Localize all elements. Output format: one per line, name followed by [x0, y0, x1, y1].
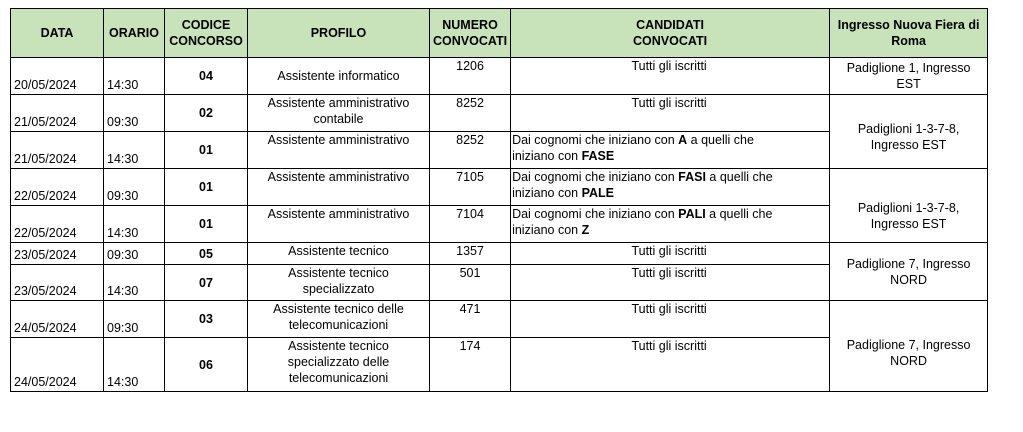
cell-orario: 09:30 — [104, 243, 165, 265]
cell-candidati: Dai cognomi che iniziano con PALI a quelli che iniziano con Z — [511, 206, 830, 243]
cell-candidati: Tutti gli iscritti — [511, 95, 830, 132]
cell-candidati: Tutti gli iscritti — [511, 243, 830, 265]
cell-profilo: Assistente informatico — [248, 58, 430, 95]
cell-data: 22/05/2024 — [11, 169, 104, 206]
cell-profilo: Assistente tecnico specializzato — [248, 265, 430, 301]
cell-profilo: Assistente amministrativo — [248, 169, 430, 206]
cell-data: 24/05/2024 — [11, 338, 104, 392]
cell-numero: 7104 — [430, 206, 511, 243]
cell-orario: 14:30 — [104, 338, 165, 392]
cell-codice: 04 — [165, 58, 248, 95]
cell-orario: 09:30 — [104, 169, 165, 206]
cell-orario: 14:30 — [104, 58, 165, 95]
header-row — [11, 9, 988, 58]
header-profilo: PROFILO — [248, 9, 430, 58]
cell-orario: 09:30 — [104, 301, 165, 338]
header-numero: NUMERO CONVOCATI — [430, 9, 511, 58]
cell-profilo: Assistente amministrativo contabile — [248, 95, 430, 132]
cell-ingresso: Padiglioni 1-3-7-8, Ingresso EST — [830, 169, 988, 243]
cell-candidati: Tutti gli iscritti — [511, 301, 830, 338]
cell-data: 21/05/2024 — [11, 95, 104, 132]
header-codice: CODICE CONCORSO — [165, 9, 248, 58]
cell-ingresso: Padiglione 7, Ingresso NORD — [830, 301, 988, 392]
cell-numero: 8252 — [430, 132, 511, 169]
header-orario: ORARIO — [104, 9, 165, 58]
cell-profilo: Assistente amministrativo — [248, 206, 430, 243]
cell-candidati: Dai cognomi che iniziano con FASI a quelli che iniziano con PALE — [511, 169, 830, 206]
cell-numero: 7105 — [430, 169, 511, 206]
cell-candidati: Tutti gli iscritti — [511, 338, 830, 392]
cell-ingresso: Padiglione 1, Ingresso EST — [830, 58, 988, 95]
header-data: DATA — [11, 9, 104, 58]
cell-data: 23/05/2024 — [11, 243, 104, 265]
cell-candidati: Tutti gli iscritti — [511, 58, 830, 95]
cell-codice: 07 — [165, 265, 248, 301]
cell-numero: 1357 — [430, 243, 511, 265]
cell-codice: 01 — [165, 206, 248, 243]
cell-profilo: Assistente tecnico — [248, 243, 430, 265]
cell-codice: 06 — [165, 338, 248, 392]
cell-numero: 174 — [430, 338, 511, 392]
table-row — [11, 95, 988, 132]
cell-data: 23/05/2024 — [11, 265, 104, 301]
cell-profilo: Assistente tecnico specializzato delle telecomunicazioni — [248, 338, 430, 392]
cell-codice: 02 — [165, 95, 248, 132]
cell-numero: 501 — [430, 265, 511, 301]
cell-codice: 05 — [165, 243, 248, 265]
cell-profilo: Assistente amministrativo — [248, 132, 430, 169]
cell-codice: 03 — [165, 301, 248, 338]
cell-profilo: Assistente tecnico delle telecomunicazioni — [248, 301, 430, 338]
table-row — [11, 169, 988, 206]
cell-data: 21/05/2024 — [11, 132, 104, 169]
header-ingresso: Ingresso Nuova Fiera di Roma — [830, 9, 988, 58]
cell-numero: 8252 — [430, 95, 511, 132]
cell-orario: 14:30 — [104, 132, 165, 169]
cell-numero: 1206 — [430, 58, 511, 95]
cell-orario: 14:30 — [104, 206, 165, 243]
cell-numero: 471 — [430, 301, 511, 338]
cell-codice: 01 — [165, 132, 248, 169]
cell-data: 20/05/2024 — [11, 58, 104, 95]
table-row — [11, 243, 988, 265]
cell-data: 24/05/2024 — [11, 301, 104, 338]
cell-ingresso: Padiglione 7, Ingresso NORD — [830, 243, 988, 301]
cell-candidati: Dai cognomi che iniziano con A a quelli che iniziano con FASE — [511, 132, 830, 169]
table-row — [11, 301, 988, 338]
header-candidati: CANDIDATI CONVOCATI — [511, 9, 830, 58]
calendar-table — [10, 8, 988, 392]
cell-codice: 01 — [165, 169, 248, 206]
cell-orario: 09:30 — [104, 95, 165, 132]
cell-data: 22/05/2024 — [11, 206, 104, 243]
cell-ingresso: Padiglioni 1-3-7-8, Ingresso EST — [830, 95, 988, 169]
table-row — [11, 58, 988, 95]
cell-candidati: Tutti gli iscritti — [511, 265, 830, 301]
cell-orario: 14:30 — [104, 265, 165, 301]
